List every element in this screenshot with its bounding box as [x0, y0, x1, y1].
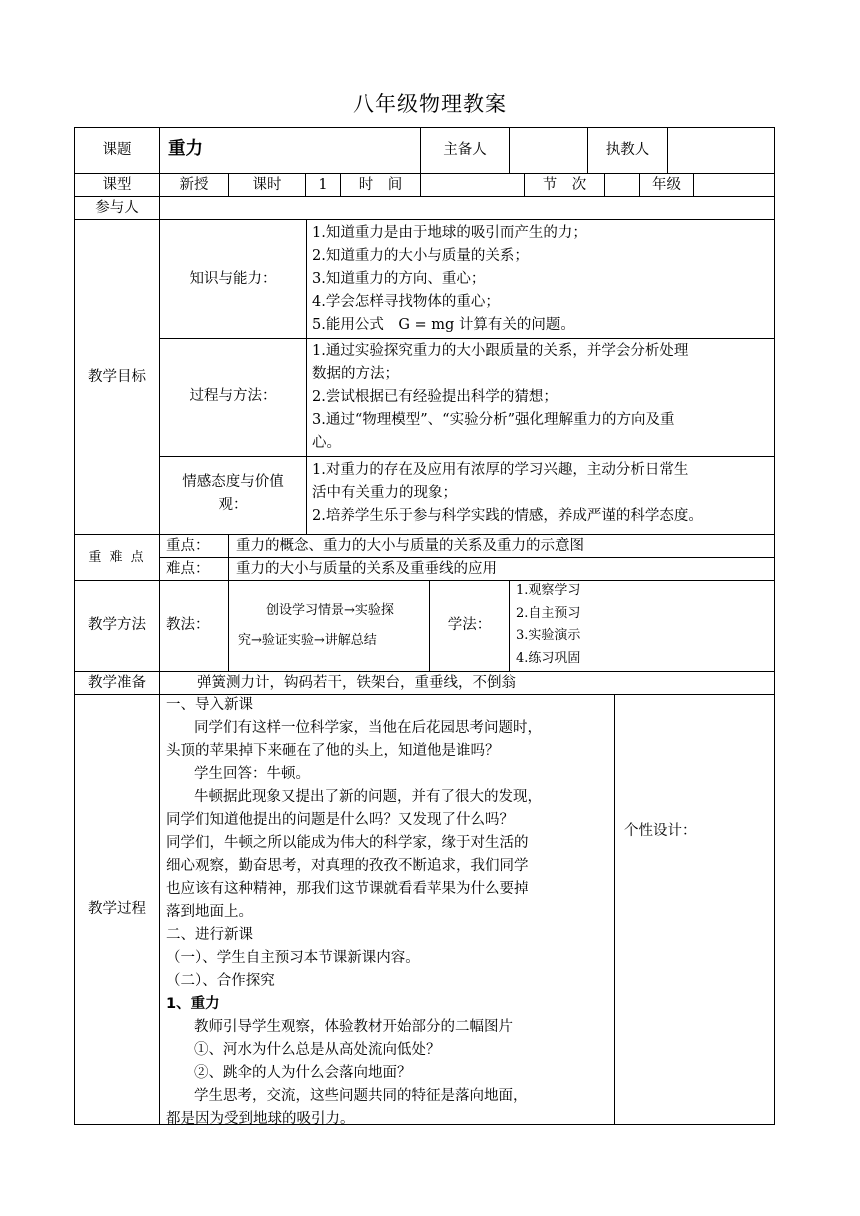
process-line: 细心观察，勤奋思考，对真理的孜孜不断追求，我们同学 [166, 858, 529, 874]
process-body [166, 694, 542, 1131]
list-item: 4.练习巩固 [516, 650, 581, 666]
emotion-label [160, 471, 306, 517]
objectives-label: 教学目标 [88, 369, 146, 385]
preparer-label: 主备人 [443, 142, 487, 158]
methods-label: 教学方法 [88, 617, 146, 633]
list-item: 1.对重力的存在及应用有浓厚的学习兴趣，主动分析日常生 [312, 462, 689, 478]
process-line: ②、跳伞的人为什么会落向地面？ [194, 1065, 412, 1081]
list-item: 3.通过“物理模型”、“实验分析”强化理解重力的方向及重 [312, 412, 675, 428]
process-line: 学生思考，交流，这些问题共同的特征是落向地面， [194, 1088, 528, 1104]
difficulty-label: 重 难 点 [88, 550, 146, 565]
grade-label: 年级 [652, 177, 681, 193]
teacher-label: 执教人 [605, 142, 650, 158]
knowledge-label: 知识与能力： [189, 271, 277, 287]
process-line: 二、进行新课 [166, 927, 253, 943]
participants-label: 参与人 [95, 200, 139, 216]
topic-value: 重力 [168, 139, 203, 159]
list-item: 心。 [312, 435, 341, 451]
process-line: 落到地面上。 [166, 904, 253, 920]
preparation-value: 弹簧测力计，钩码若干，铁架台，重垂线，不倒翁 [197, 675, 516, 691]
hard-point-value: 重力的大小与质量的关系及重垂线的应用 [236, 561, 497, 577]
list-item: 3.知道重力的方向、重心； [312, 271, 486, 287]
type-value: 新授 [179, 177, 209, 193]
teach-method-value [238, 596, 394, 656]
process-line: 学生回答：牛顿。 [194, 766, 310, 782]
process-line: （二）、合作探究 [166, 973, 275, 989]
process-line: 1、重力 [166, 996, 220, 1012]
process-label: 教学过程 [88, 901, 146, 917]
process-line: 牛顿据此现象又提出了新的问题，并有了很大的发现， [194, 789, 542, 805]
list-item: 5.能用公式 G = mg 计算有关的问题。 [312, 317, 575, 333]
key-point-value: 重力的概念、重力的大小与质量的关系及重力的示意图 [236, 538, 584, 554]
process-method-items [312, 340, 688, 455]
process-line: ①、河水为什么总是从高处流向低处？ [194, 1042, 441, 1058]
preparation-label: 教学准备 [88, 675, 146, 691]
learn-method-label: 学法： [447, 617, 492, 633]
knowledge-items [312, 222, 587, 337]
emotion-items [312, 459, 703, 528]
list-item: 2.培养学生乐于参与科学实践的情感，养成严谨的科学态度。 [312, 508, 703, 524]
personal-design-label: 个性设计： [624, 823, 697, 839]
list-item: 3.实验演示 [516, 628, 581, 643]
list-item: 4.学会怎样寻找物体的重心； [312, 294, 500, 310]
process-line: 教师引导学生观察，体验教材开始部分的二幅图片 [194, 1019, 513, 1035]
learn-method-items [516, 580, 580, 670]
type-label: 课型 [102, 177, 132, 193]
hours-value: 1 [318, 177, 328, 193]
process-line: （一）、学生自主预习本节课新课内容。 [166, 950, 420, 966]
list-item: 1.知道重力是由于地球的吸引而产生的力； [312, 225, 587, 241]
process-line: 同学们知道他提出的问题是什么吗？又发现了什么吗？ [166, 812, 514, 828]
time-label: 时 间 [358, 177, 403, 193]
teach-method-line: 创设学习情景→实验探 [266, 603, 394, 618]
process-line: 头顶的苹果掉下来砸在了他的头上，知道他是谁吗？ [166, 743, 500, 759]
key-point-label: 重点： [166, 538, 210, 554]
list-item: 1.通过实验探究重力的大小跟质量的关系，并学会分析处理 [312, 343, 689, 359]
process-line: 一、导入新课 [166, 697, 253, 713]
hours-label: 课时 [252, 177, 282, 193]
emotion-label-line: 观： [218, 497, 248, 513]
list-item: 2.自主预习 [516, 605, 581, 621]
process-method-label: 过程与方法： [189, 388, 277, 404]
process-line: 同学们有这样一位科学家，当他在后花园思考问题时， [194, 720, 542, 736]
teach-method-label: 教法： [166, 617, 210, 633]
list-item: 数据的方法； [312, 366, 399, 382]
list-item: 1.观察学习 [516, 583, 581, 598]
process-line: 也应该有这种精神，那我们这节课就看看苹果为什么要掉 [166, 881, 529, 897]
hard-point-label: 难点： [166, 561, 210, 577]
emotion-label-line: 情感态度与价值 [182, 474, 284, 490]
process-line: 同学们，牛顿之所以能成为伟大的科学家，缘于对生活的 [166, 835, 529, 851]
process-line: 都是因为受到地球的吸引力。 [166, 1111, 355, 1127]
section-label: 节 次 [542, 177, 587, 193]
list-item: 2.尝试根据已有经验提出科学的猜想； [312, 389, 558, 405]
document-title: 八年级物理教案 [353, 92, 507, 116]
list-item: 活中有关重力的现象； [312, 485, 457, 501]
list-item: 2.知道重力的大小与质量的关系； [312, 248, 529, 264]
topic-label: 课题 [102, 142, 132, 158]
teach-method-line: 究→验证实验→讲解总结 [238, 633, 377, 648]
